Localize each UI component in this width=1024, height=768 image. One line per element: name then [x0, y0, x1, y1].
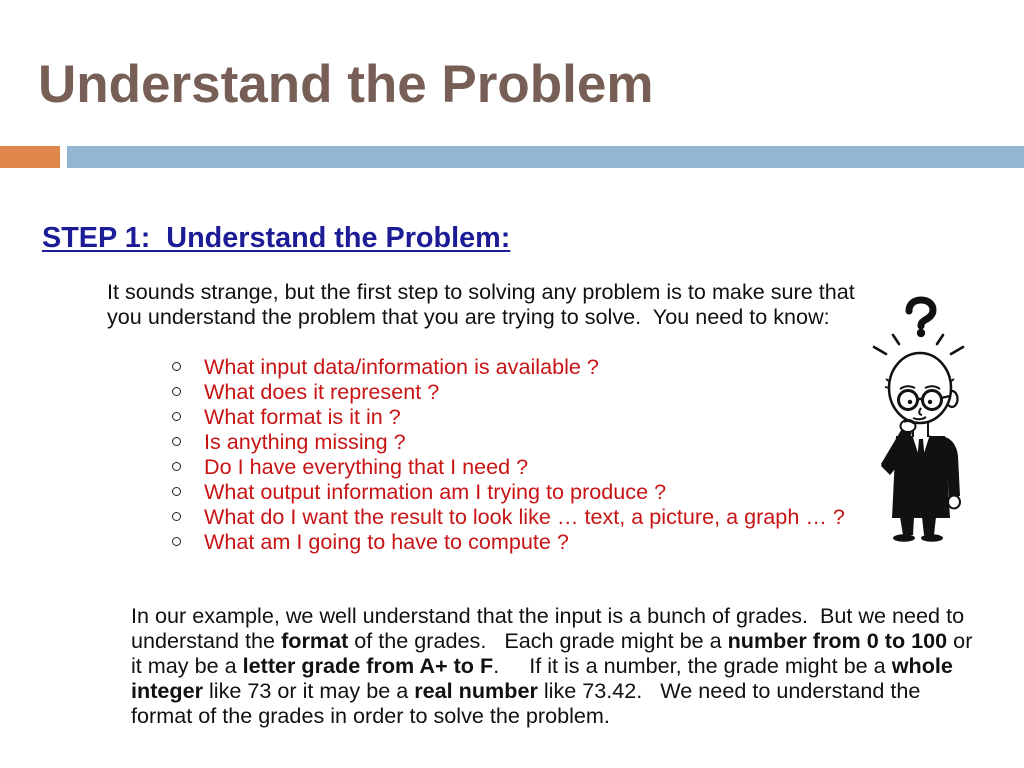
bold-term: integer	[131, 678, 203, 703]
question-text: What input data/information is available ?	[204, 354, 599, 379]
head	[885, 353, 958, 423]
text-segment: of the grades. Each grade might be a	[348, 628, 728, 653]
thinking-man-illustration	[868, 296, 968, 544]
bullet-circle-icon	[172, 412, 181, 421]
text-segment: like 73 or it may be a	[203, 678, 415, 703]
question-text: What format is it in ?	[204, 404, 401, 429]
bold-term: letter grade from A+ to F	[242, 653, 494, 678]
list-item	[172, 504, 862, 529]
bullet-circle-icon	[172, 437, 181, 446]
text-segment: format of the grades in order to solve the problem.	[131, 703, 610, 728]
intro-line: you understand the problem that you are trying to solve. You need to know:	[107, 304, 830, 329]
legs	[893, 517, 943, 542]
list-item	[172, 379, 862, 404]
intro-line: It sounds strange, but the first step to solving any problem is to make sure that	[107, 279, 855, 304]
example-line	[107, 578, 972, 628]
hand-on-chin	[901, 420, 916, 432]
accent-bar-orange	[0, 146, 60, 168]
text-segment: In our example, we well understand that the input is a bunch of grades. But we need to	[131, 603, 965, 628]
question-text: What output information am I trying to produce ?	[204, 479, 667, 504]
bold-term: real number	[414, 678, 538, 703]
question-list	[172, 354, 862, 554]
step-heading: STEP 1: Understand the Problem:	[42, 222, 511, 254]
suit-body	[881, 427, 960, 518]
intro-paragraph	[107, 279, 855, 329]
bullet-circle-icon	[172, 387, 181, 396]
question-text: Do I have everything that I need ?	[204, 454, 529, 479]
text-segment: or	[947, 628, 973, 653]
bold-term: format	[281, 628, 349, 653]
question-text: What does it represent ?	[204, 379, 440, 404]
bold-term: number from 0 to 100	[727, 628, 948, 653]
text-segment: it may be a	[131, 653, 243, 678]
list-item	[172, 479, 862, 504]
accent-bar-blue	[67, 146, 1024, 168]
question-text: What do I want the result to look like … text, a picture, a graph … ?	[204, 504, 845, 529]
bullet-circle-icon	[172, 462, 181, 471]
bullet-circle-icon	[172, 512, 181, 521]
question-mark-icon	[909, 300, 933, 337]
list-item	[172, 354, 862, 379]
slide-title: Understand the Problem	[38, 55, 654, 114]
list-item	[172, 429, 862, 454]
text-segment: understand the	[131, 628, 282, 653]
text-segment: like 73.42. We need to understand the	[537, 678, 921, 703]
list-item	[172, 404, 862, 429]
bullet-circle-icon	[172, 362, 181, 371]
bullet-circle-icon	[172, 487, 181, 496]
list-item	[172, 454, 862, 479]
bullet-circle-icon	[172, 537, 181, 546]
example-paragraph	[107, 578, 973, 728]
question-text: Is anything missing ?	[204, 429, 406, 454]
list-item	[172, 529, 862, 554]
thought-lines-icon	[874, 335, 963, 354]
text-segment: . If it is a number, the grade might be a	[493, 653, 892, 678]
bold-term: whole	[891, 653, 953, 678]
question-text: What am I going to have to compute ?	[204, 529, 569, 554]
